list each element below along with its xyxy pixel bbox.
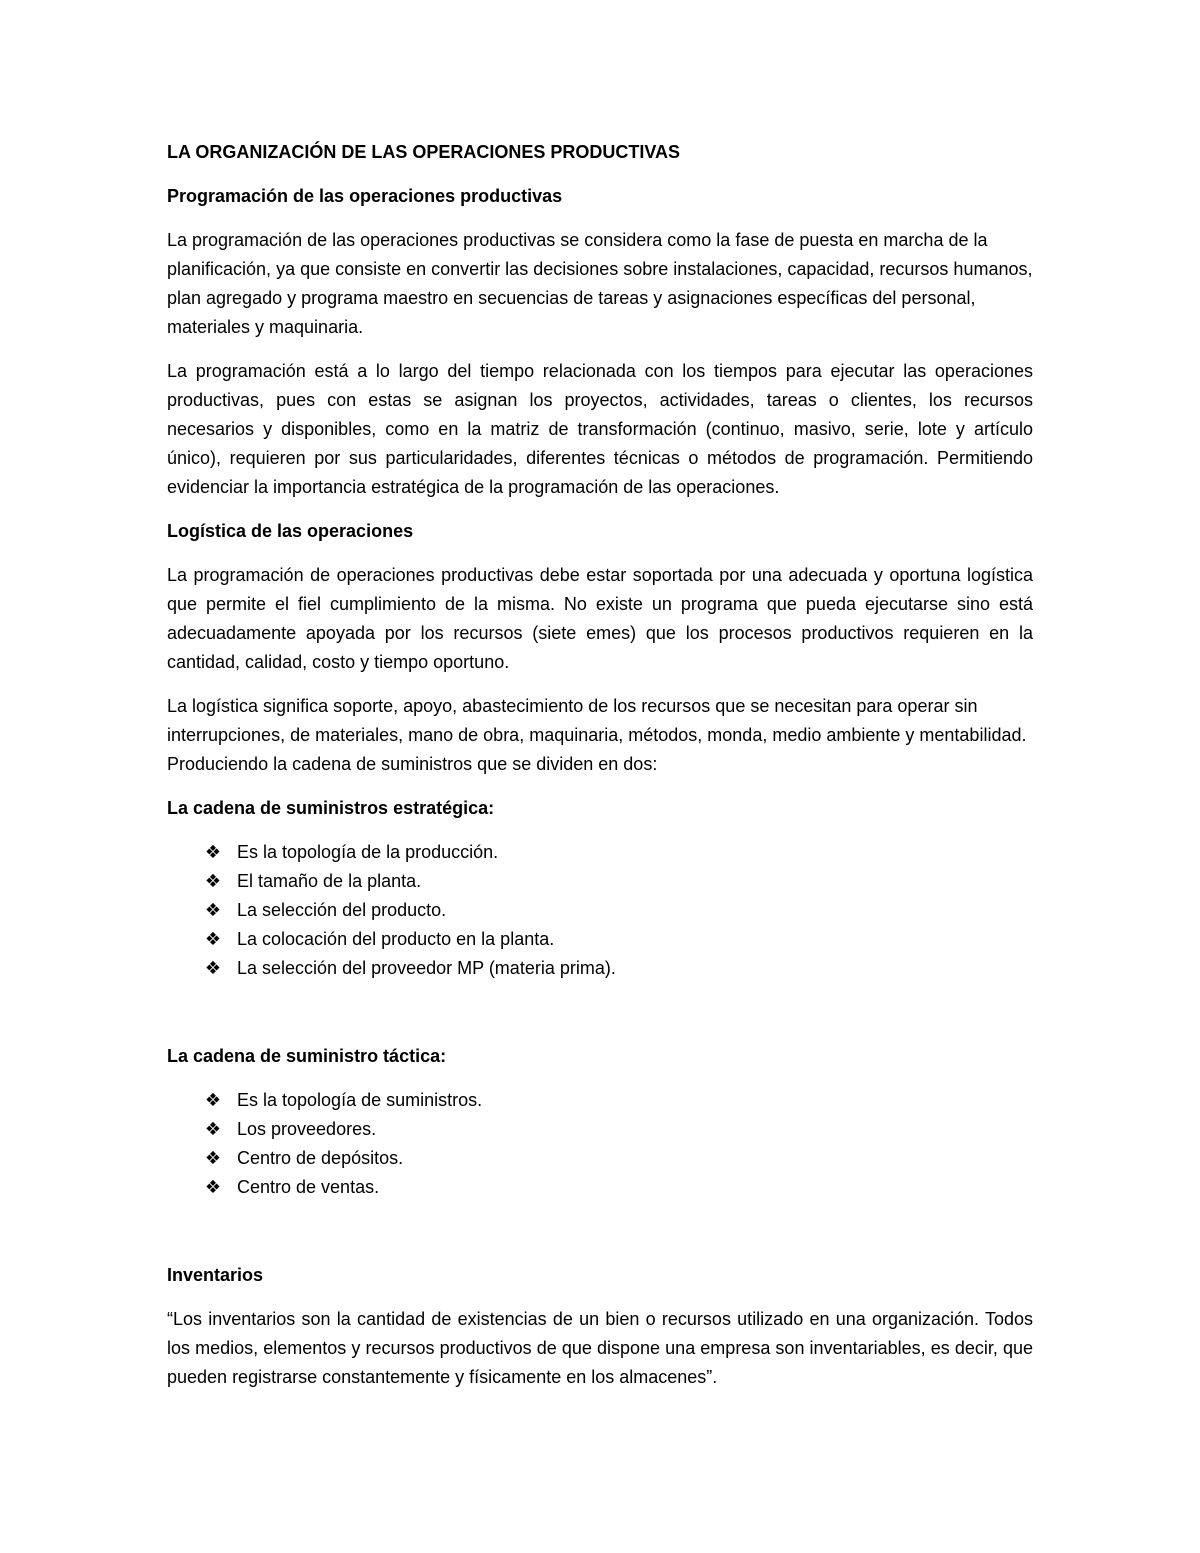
list-item-text: Centro de ventas. <box>237 1177 380 1197</box>
diamond-bullet-icon: ❖ <box>204 842 222 863</box>
list-item <box>167 867 1033 896</box>
list-item-text: La selección del proveedor MP (materia prima). <box>237 958 616 978</box>
heading-cadena-estrategica: La cadena de suministros estratégica: <box>167 798 495 818</box>
list-item-text: La selección del producto. <box>237 900 447 920</box>
heading-logistica: Logística de las operaciones <box>167 521 414 541</box>
list-item-text: La colocación del producto en la planta. <box>237 929 555 949</box>
list-item <box>167 838 1033 867</box>
list-item-text: Es la topología de la producción. <box>237 842 499 862</box>
list-item <box>167 1144 1033 1173</box>
list-item-text: Los proveedores. <box>237 1119 377 1139</box>
paragraph-inventarios-1: “Los inventarios son la cantidad de existencias de un bien o recursos utilizado en una organización. Todos los medios, elementos y recursos productivos de que dispone una empresa son inventariables, es decir, que pueden registrarse constantemente y físicamente en los almacenes”. <box>167 1309 1033 1387</box>
heading-programacion: Programación de las operaciones productivas <box>167 186 563 206</box>
list-item-text: Es la topología de suministros. <box>237 1090 483 1110</box>
list-item <box>167 1173 1033 1202</box>
list-item <box>167 954 1033 983</box>
diamond-bullet-icon: ❖ <box>204 900 222 921</box>
paragraph-logistica-1: La programación de operaciones productivas debe estar soportada por una adecuada y oportuna logística que permite el fiel cumplimiento de la misma. No existe un programa que pueda ejecutarse sino está adecuadamente apoyada por los recursos (siete emes) que los procesos productivos requieren en la cantidad, calidad, costo y tiempo oportuno. <box>167 565 1033 672</box>
list-cadena-estrategica <box>167 838 1033 983</box>
spacer <box>167 998 1033 1042</box>
diamond-bullet-icon: ❖ <box>204 929 222 950</box>
diamond-bullet-icon: ❖ <box>204 871 222 892</box>
diamond-bullet-icon: ❖ <box>204 1148 222 1169</box>
list-cadena-tactica <box>167 1086 1033 1202</box>
paragraph-logistica-2: La logística significa soporte, apoyo, abastecimiento de los recursos que se necesitan para operar sin interrupciones, de materiales, mano de obra, maquinaria, métodos, monda, medio ambiente y mentabilidad. Produciendo la cadena de suministros que se dividen en dos: <box>167 696 1027 774</box>
diamond-bullet-icon: ❖ <box>204 958 222 979</box>
document-page <box>167 138 1033 1407</box>
diamond-bullet-icon: ❖ <box>204 1090 222 1111</box>
heading-inventarios: Inventarios <box>167 1265 264 1285</box>
document-title: LA ORGANIZACIÓN DE LAS OPERACIONES PRODUCTIVAS <box>167 142 681 162</box>
list-item-text: Centro de depósitos. <box>237 1148 404 1168</box>
diamond-bullet-icon: ❖ <box>204 1177 222 1198</box>
spacer <box>167 1217 1033 1261</box>
list-item <box>167 896 1033 925</box>
list-item-text: El tamaño de la planta. <box>237 871 422 891</box>
diamond-bullet-icon: ❖ <box>204 1119 222 1140</box>
paragraph-programacion-1: La programación de las operaciones productivas se considera como la fase de puesta en marcha de la planificación, ya que consiste en convertir las decisiones sobre instalaciones, capacidad, recursos humanos, plan agregado y programa maestro en secuencias de tareas y asignaciones específicas del personal, materiales y maquinaria. <box>167 230 1033 337</box>
list-item <box>167 1115 1033 1144</box>
paragraph-programacion-2: La programación está a lo largo del tiempo relacionada con los tiempos para ejecutar las operaciones productivas, pues con estas se asignan los proyectos, actividades, tareas o clientes, los recursos necesarios y disponibles, como en la matriz de transformación (continuo, masivo, serie, lote y artículo único), requieren por sus particularidades, diferentes técnicas o métodos de programación. Permitiendo evidenciar la importancia estratégica de la programación de las operaciones. <box>167 361 1033 497</box>
heading-cadena-tactica: La cadena de suministro táctica: <box>167 1046 447 1066</box>
list-item <box>167 925 1033 954</box>
list-item <box>167 1086 1033 1115</box>
